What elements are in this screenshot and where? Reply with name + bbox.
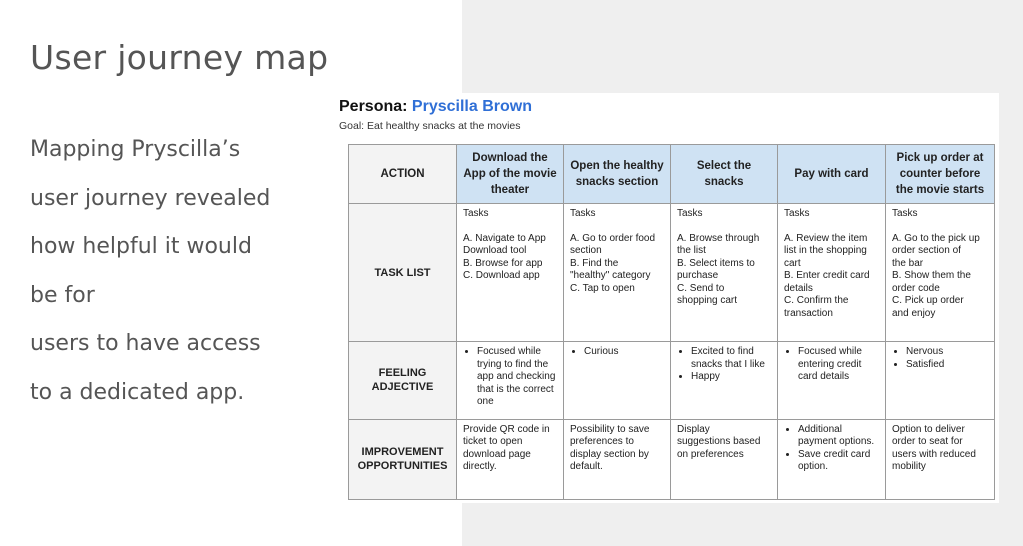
persona-goal: Goal: Eat healthy snacks at the movies bbox=[339, 120, 521, 132]
slide-body-text bbox=[30, 126, 330, 417]
row-label-improvement: IMPROVEMENT OPPORTUNITIES bbox=[349, 419, 457, 499]
feeling-item: • Satisfied bbox=[906, 359, 989, 372]
task-text: A. Navigate to App Download tool B. Browse for app C. Download app bbox=[463, 232, 546, 282]
task-cell bbox=[671, 204, 778, 342]
slide-title: User journey map bbox=[30, 38, 329, 77]
feeling-cell bbox=[564, 342, 671, 419]
journey-map-image bbox=[335, 93, 999, 503]
task-cell bbox=[457, 204, 564, 342]
tasks-heading: Tasks bbox=[463, 208, 489, 220]
tasks-heading: Tasks bbox=[892, 208, 918, 220]
feeling-item: • Focused while entering credit card details bbox=[798, 346, 880, 384]
improvement-item: • Additional payment options. bbox=[798, 424, 880, 449]
body-line: user journey revealed bbox=[30, 185, 271, 211]
row-label-task-list: TASK LIST bbox=[349, 204, 457, 342]
body-line: Mapping Pryscilla’s bbox=[30, 137, 241, 162]
feeling-item: • Focused while trying to find the app and checking that is the correct one bbox=[477, 346, 558, 409]
task-cell bbox=[778, 204, 886, 342]
persona-label: Persona: bbox=[339, 98, 408, 115]
task-text: A. Browse through the list B. Select items to purchase C. Send to shopping cart bbox=[677, 232, 760, 307]
feeling-cell bbox=[671, 342, 778, 419]
improvement-cell: Possibility to save preferences to display section by default. bbox=[564, 419, 671, 499]
body-line: be for bbox=[30, 282, 95, 308]
body-line: how helpful it would bbox=[30, 234, 252, 259]
improvement-cell bbox=[778, 419, 886, 499]
tasks-heading: Tasks bbox=[570, 208, 596, 220]
table-row-feeling bbox=[349, 342, 995, 419]
improvement-cell: Provide QR code in ticket to open download page directly. bbox=[457, 419, 564, 499]
task-text: A. Review the item list in the shopping cart B. Enter credit card details C. Confirm the transaction bbox=[784, 232, 870, 319]
feeling-cell bbox=[886, 342, 995, 419]
body-line: to a dedicated app. bbox=[30, 379, 245, 405]
body-line: users to have access bbox=[30, 331, 261, 356]
task-text: A. Go to order food section B. Find the "healthy" category C. Tap to open bbox=[570, 232, 656, 294]
header-column: Open the healthy snacks section bbox=[564, 145, 671, 204]
table-header-row bbox=[349, 145, 995, 204]
feeling-item: • Excited to find snacks that I like bbox=[691, 346, 772, 371]
header-column: Download the App of the movie theater bbox=[457, 145, 564, 204]
task-cell bbox=[564, 204, 671, 342]
feeling-cell bbox=[457, 342, 564, 419]
header-column: Pick up order at counter before the movie starts bbox=[886, 145, 995, 204]
header-action: ACTION bbox=[349, 145, 457, 204]
row-label-feeling: FEELING ADJECTIVE bbox=[349, 342, 457, 419]
tasks-heading: Tasks bbox=[677, 208, 703, 220]
persona-heading bbox=[339, 98, 532, 116]
header-column: Pay with card bbox=[778, 145, 886, 204]
feeling-item: • Happy bbox=[691, 371, 772, 384]
table-row-task-list bbox=[349, 204, 995, 342]
task-cell bbox=[886, 204, 995, 342]
improvement-cell: Display suggestions based on preferences bbox=[671, 419, 778, 499]
header-column: Select the snacks bbox=[671, 145, 778, 204]
improvement-item: • Save credit card option. bbox=[798, 449, 880, 474]
persona-name: Pryscilla Brown bbox=[411, 98, 532, 115]
improvement-cell: Option to deliver order to seat for users with reduced mobility bbox=[886, 419, 995, 499]
feeling-cell bbox=[778, 342, 886, 419]
feeling-item: • Curious bbox=[584, 346, 665, 359]
journey-map-table bbox=[348, 144, 995, 500]
table-row-improvement bbox=[349, 419, 995, 499]
feeling-item: • Nervous bbox=[906, 346, 989, 359]
task-text: A. Go to the pick up order section of the bar B. Show them the order code C. Pick up order and enjoy bbox=[892, 232, 980, 319]
tasks-heading: Tasks bbox=[784, 208, 810, 220]
